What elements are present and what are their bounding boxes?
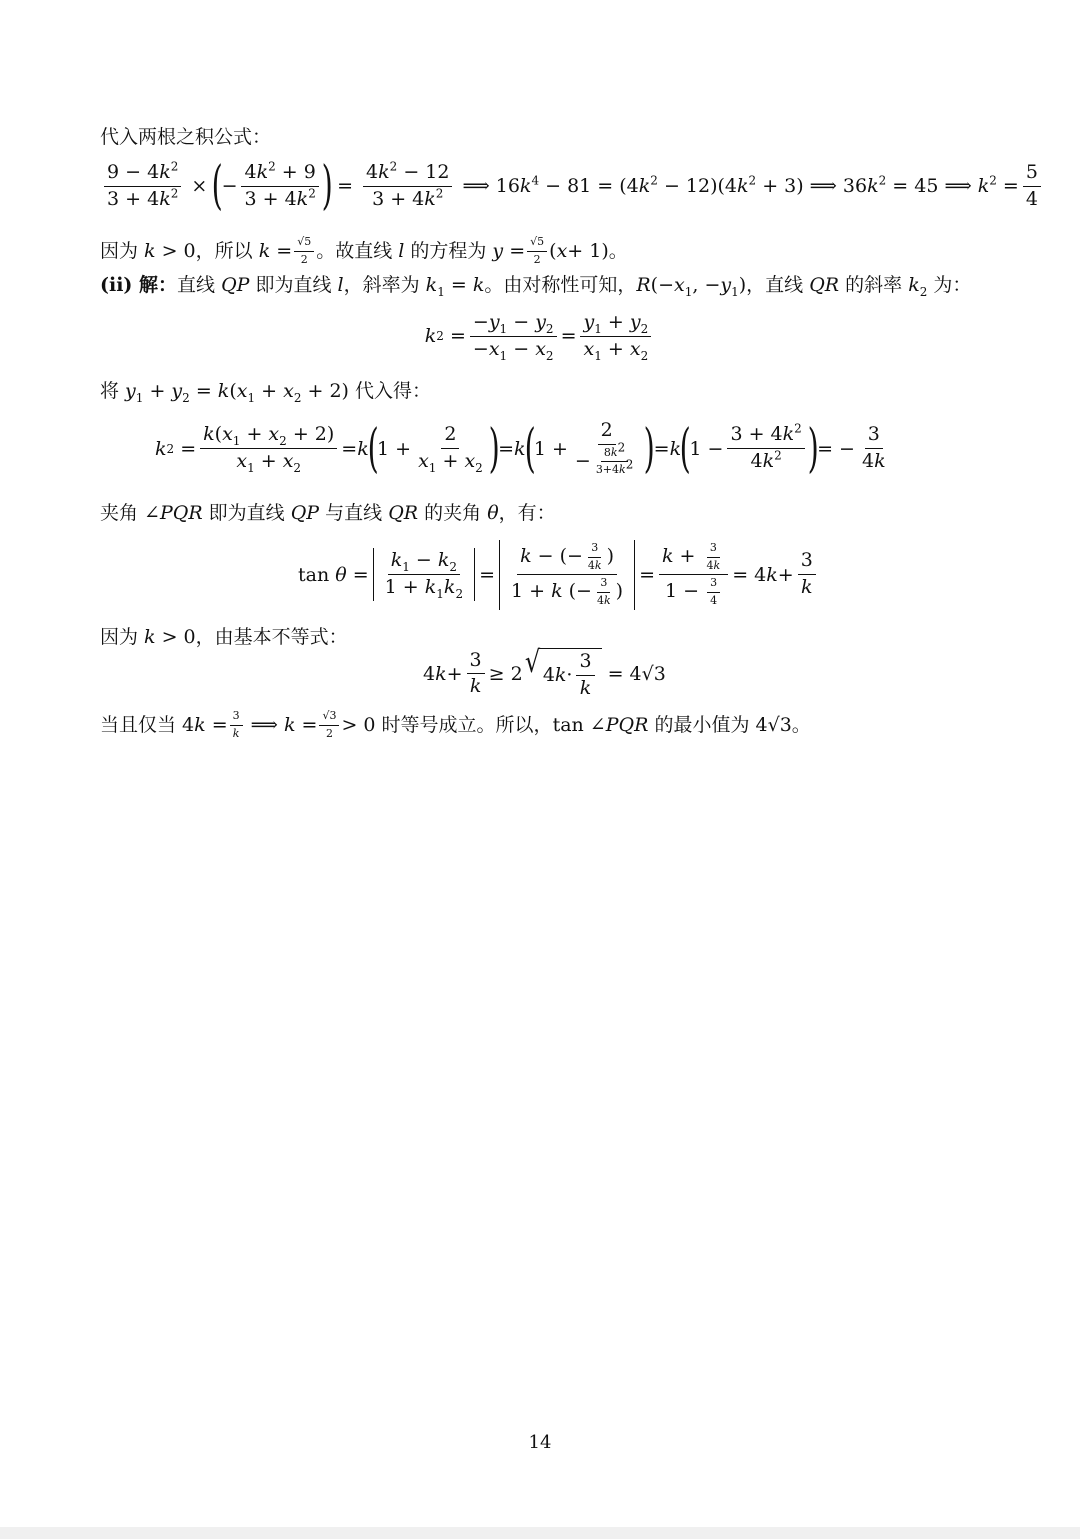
equation-k2-symmetric: k 2 = $\frac{-y_1 - y_2}{-x_1 - x_2}$ = $\frac{y_1 + y_2}{x_1 + x_2}$ bbox=[0, 312, 1080, 361]
equation-tan-theta: tan θ = $\frac{k_1 - k_2}{1 + k_1k_2}$ = k − (− $\frac{3}{4k}$ ) 1 + k (− $\frac{3}{4k}$ ) = k + $\frac{3}{4k}$ 1 − $\frac{3}{4}$ = 4 k + $\frac{3}{k}$ bbox=[298, 540, 820, 610]
text-line-4: (ii) 解：直线 QP 即为直线 l，斜率为 $k_1 = k$。由对称性可知，$R(-x_1$, $-y_1$)，直线 QR 的斜率 $k_2$ 为： bbox=[100, 274, 972, 299]
equation-product-of-roots: $\frac{9 - 4k^2}{3 + 4k^2}$ × ( − $\frac{4k^2 + 9}{3 + 4k^2}$ ) = $\frac{4k^2 - 12}{3 + 4k^2}$ ⟹ $16k^4 - 81 = (4k^2 - 12)(4k^2 + 3)$ ⟹ $36k^2 = 45$ ⟹ $k^2$ = $\frac{5}{4}$ bbox=[100, 160, 1045, 212]
part-label: (ii) 解： bbox=[100, 274, 178, 296]
equation-am-gm: 4 k + $\frac{3}{k}$ ≥ 2 √ 4 k · $\frac{3}{k}$ = 4√3 bbox=[423, 645, 666, 699]
text-line-8: 夹角 ∠PQR 即为直线 QP 与直线 QR 的夹角 θ，有： bbox=[100, 502, 556, 524]
text-line-12: 当且仅当 4 k = $\frac{3}{k}$ ⟹ k = $\frac{√3}{2}$ > 0 时等号成立。所以，tan ∠PQR 的最小值为 4√3。 bbox=[100, 709, 811, 740]
page-number: 14 bbox=[528, 1432, 552, 1453]
text-line-1 bbox=[100, 122, 271, 149]
equation-k2-derivation: k 2 = $\frac{k(x_1 + x_2 + 2)}{x_1 + x_2}$ = k ( 1 + $\frac{2}{x_1 + x_2}$ ) = k ( 1 + 2 − $\frac{8k^2}{3+4k^2}$ ) = k ( 1 − $\frac{3 + 4k^2}{4k^2}$ ) = − $\frac{3}{4k}$ bbox=[155, 418, 886, 479]
text-line-6: 将 $y_1 + y_2 = k(x_1 + x_2 + 2)$ 代入得： bbox=[100, 380, 431, 405]
text-line-10: 因为 k > 0，由基本不等式： bbox=[100, 626, 348, 648]
text-line-3: 因为 k > 0，所以 k = $\frac{√5}{2}$ 。故直线 l 的方程为 y = $\frac{√5}{2}$ ( x + 1)。 bbox=[100, 235, 628, 266]
bottom-bar bbox=[0, 1527, 1080, 1539]
intro-text: 代入两根之积公式： bbox=[100, 126, 272, 148]
